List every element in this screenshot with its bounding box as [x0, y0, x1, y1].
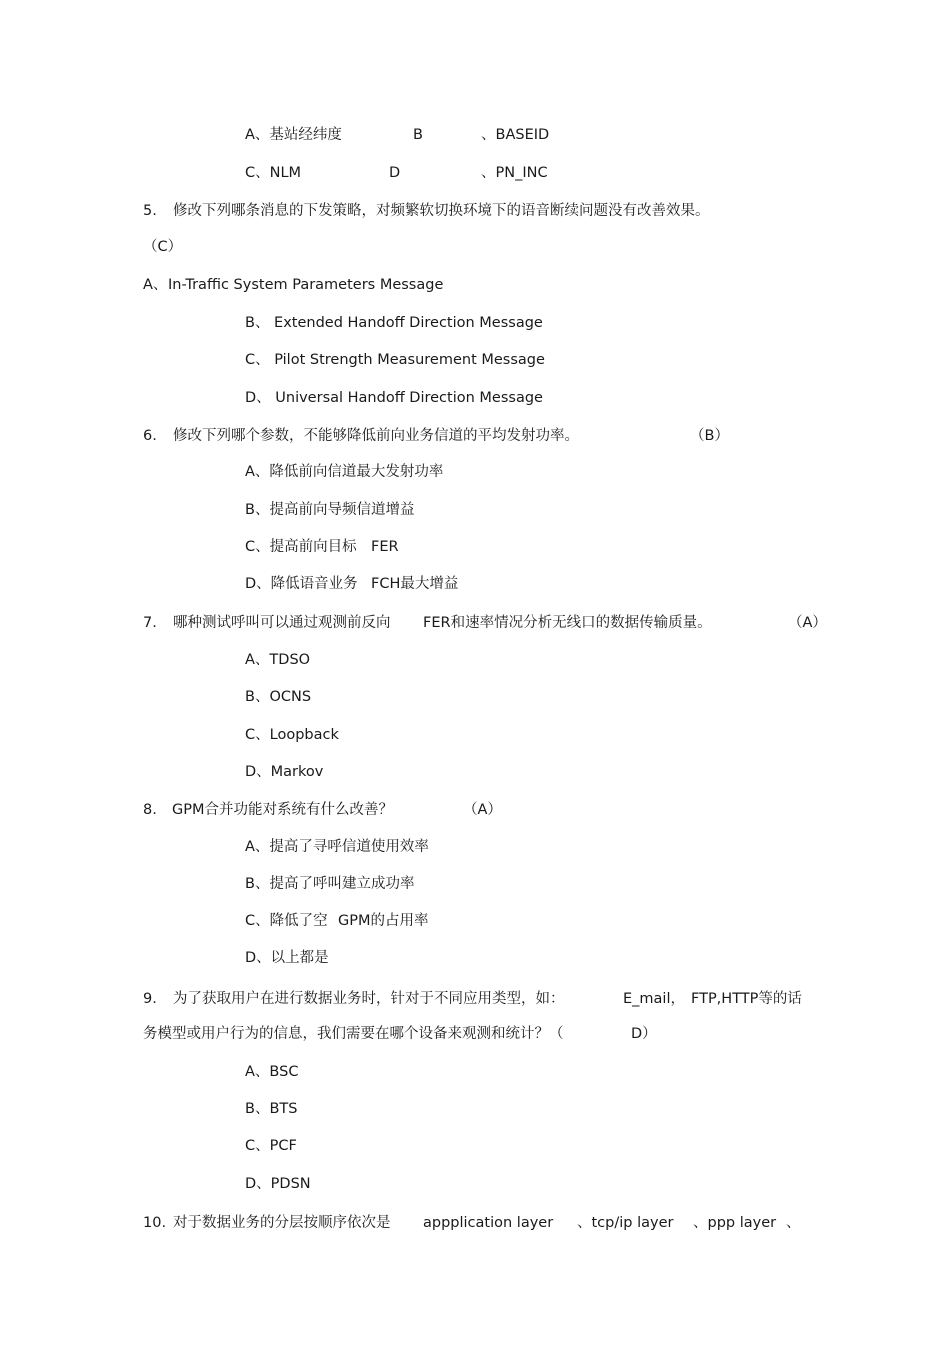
- question-text: FER和速率情况分析无线口的数据传输质量。: [423, 615, 712, 631]
- option-text: A、基站经纬度: [245, 127, 342, 143]
- question-number: 8.: [143, 802, 157, 818]
- answer-text: （A）: [788, 615, 827, 631]
- option-text: D、Markov: [245, 764, 324, 780]
- question-number: 6.: [143, 428, 157, 444]
- question-text: E_mail，: [623, 991, 685, 1007]
- question-text: 对于数据业务的分层按顺序依次是: [173, 1215, 391, 1231]
- question-text: 修改下列哪个参数，不能够降低前向业务信道的平均发射功率。: [173, 428, 579, 444]
- answer-text: （C）: [143, 239, 183, 255]
- option-text: B: [413, 127, 423, 143]
- option-text: GPM的占用率: [338, 913, 429, 929]
- option-text: C、PCF: [245, 1138, 297, 1154]
- question-number: 10.: [143, 1215, 167, 1231]
- option-text: B、提高前向导频信道增益: [245, 502, 415, 518]
- question-text: 、ppp layer: [693, 1215, 777, 1231]
- option-text: D、 Universal Handoff Direction Message: [245, 390, 543, 406]
- question-text: GPM合并功能对系统有什么改善？: [172, 802, 393, 818]
- question-number: 5.: [143, 203, 157, 219]
- option-text: A、BSC: [245, 1064, 299, 1080]
- option-text: C、Loopback: [245, 727, 339, 743]
- option-text: 、BASEID: [481, 127, 550, 143]
- question-text: appplication layer: [423, 1215, 554, 1231]
- question-text: 务模型或用户行为的信息，我们需要在哪个设备来观测和统计？（: [143, 1026, 564, 1042]
- option-text: C、NLM: [245, 165, 302, 181]
- option-text: FER: [371, 539, 399, 555]
- option-text: In-Traffic System Parameters Message: [168, 277, 444, 293]
- answer-text: （B）: [690, 428, 729, 444]
- option-text: D: [389, 165, 401, 181]
- option-text: B、BTS: [245, 1101, 298, 1117]
- question-number: 9.: [143, 991, 157, 1007]
- option-text: D、降低语音业务: [245, 576, 358, 592]
- option-text: C、提高前向目标: [245, 539, 357, 555]
- answer-text: （A）: [463, 802, 502, 818]
- answer-text: D）: [631, 1026, 657, 1042]
- question-text: FTP,HTTP等的话: [691, 991, 802, 1007]
- option-text: B、 Extended Handoff Direction Message: [245, 315, 543, 331]
- question-number: 7.: [143, 615, 157, 631]
- option-text: D、PDSN: [245, 1176, 311, 1192]
- question-text: 哪种测试呼叫可以通过观测前反向: [173, 615, 391, 631]
- question-text: 为了获取用户在进行数据业务时，针对于不同应用类型，如：: [173, 991, 565, 1007]
- option-text: A、提高了寻呼信道使用效率: [245, 839, 429, 855]
- question-text: 、tcp/ip layer: [577, 1215, 674, 1231]
- option-text: B、提高了呼叫建立成功率: [245, 876, 415, 892]
- option-text: D、以上都是: [245, 950, 329, 966]
- question-text: 、: [786, 1215, 801, 1231]
- option-text: B、OCNS: [245, 689, 312, 705]
- option-text: FCH最大增益: [371, 576, 459, 592]
- option-text: A、: [143, 277, 168, 293]
- option-text: C、 Pilot Strength Measurement Message: [245, 352, 545, 368]
- question-text: 修改下列哪条消息的下发策略，对频繁软切换环境下的语音断续问题没有改善效果。: [173, 203, 710, 219]
- option-text: A、TDSO: [245, 652, 311, 668]
- option-text: 、PN_INC: [481, 165, 548, 181]
- option-text: C、降低了空: [245, 913, 328, 929]
- option-text: A、降低前向信道最大发射功率: [245, 464, 444, 480]
